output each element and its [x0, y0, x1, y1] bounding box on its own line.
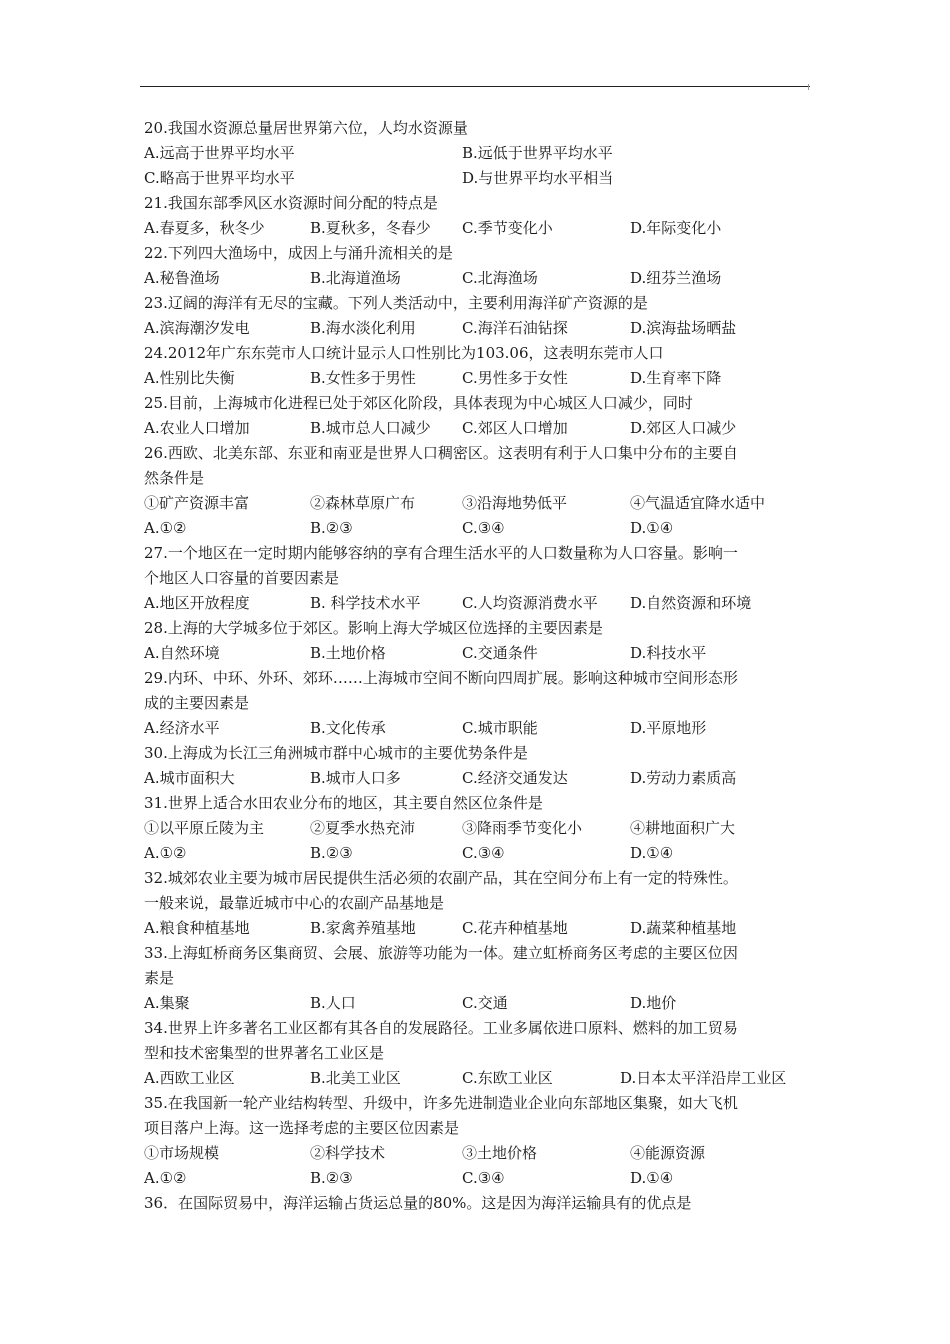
question-text-line: 30.上海成为长江三角洲城市群中心城市的主要优势条件是 [144, 744, 528, 762]
question-text-line: 29.内环、中环、外环、郊环……上海城市空间不断向四周扩展。影响这种城市空间形态形 [144, 669, 738, 687]
answer-option: B.城市人口多 [310, 769, 401, 787]
question-text-line: 26.西欧、北美东部、东亚和南亚是世界人口稠密区。这表明有利于人口集中分布的主要自 [144, 444, 738, 462]
answer-option: C.③④ [462, 519, 505, 537]
question-text-line: 型和技术密集型的世界著名工业区是 [144, 1044, 385, 1062]
answer-option: C.略高于世界平均水平 [144, 169, 295, 187]
answer-option: A.西欧工业区 [144, 1069, 235, 1087]
answer-option: C.交通条件 [462, 644, 538, 662]
answer-option: A.①② [144, 519, 187, 537]
answer-option: D.劳动力素质高 [630, 769, 737, 787]
question-text-line: 34.世界上许多著名工业区都有其各自的发展路径。工业多属依进口原料、燃料的加工贸易 [144, 1019, 738, 1037]
answer-option: C.人均资源消费水平 [462, 594, 598, 612]
answer-option: B.海水淡化利用 [310, 319, 416, 337]
answer-option: ④能源资源 [630, 1144, 706, 1162]
answer-option: D.平原地形 [630, 719, 707, 737]
question-text-line: 25.目前，上海城市化进程已处于郊区化阶段，具体表现为中心城区人口减少，同时 [144, 394, 693, 412]
answer-option: ④耕地面积广大 [630, 819, 736, 837]
answer-option: D.①④ [630, 519, 674, 537]
answer-option: D.年际变化小 [630, 219, 722, 237]
question-text-line: 27.一个地区在一定时期内能够容纳的享有合理生活水平的人口数量称为人口容量。影响一 [144, 544, 738, 562]
answer-option: A.自然环境 [144, 644, 220, 662]
answer-option: A.城市面积大 [144, 769, 235, 787]
answer-options-row [144, 166, 814, 191]
answer-option: A.远高于世界平均水平 [144, 144, 295, 162]
answer-option: B. 科学技术水平 [310, 594, 421, 612]
answer-option: B.远低于世界平均水平 [462, 144, 613, 162]
question-text-line: 21.我国东部季风区水资源时间分配的特点是 [144, 194, 438, 212]
answer-option: ②科学技术 [310, 1144, 386, 1162]
question-text-line: 28.上海的大学城多位于郊区。影响上海大学城区位选择的主要因素是 [144, 619, 603, 637]
answer-option: B.土地价格 [310, 644, 386, 662]
answer-option: D.蔬菜种植基地 [630, 919, 737, 937]
answer-option: A.经济水平 [144, 719, 220, 737]
answer-options-row [144, 916, 814, 941]
header-rule-end-mark [808, 84, 809, 90]
answer-option: ①市场规模 [144, 1144, 220, 1162]
answer-option: D.地价 [630, 994, 677, 1012]
header-rule [140, 86, 810, 87]
answer-option: B.②③ [310, 519, 353, 537]
answer-option: C.男性多于女性 [462, 369, 568, 387]
answer-option: A.春夏多，秋冬少 [144, 219, 265, 237]
question-text-line: 一般来说，最靠近城市中心的农副产品基地是 [144, 894, 445, 912]
answer-option: B.城市总人口减少 [310, 419, 431, 437]
answer-options-row [144, 516, 814, 541]
question-text-line: 素是 [144, 969, 175, 987]
answer-options-row [144, 841, 814, 866]
answer-options-row [144, 591, 814, 616]
answer-option: D.①④ [630, 844, 674, 862]
answer-option: B.北海道渔场 [310, 269, 401, 287]
answer-option: B.②③ [310, 844, 353, 862]
answer-option: A.地区开放程度 [144, 594, 250, 612]
answer-options-row [144, 416, 814, 441]
answer-options-row [144, 991, 814, 1016]
answer-options-row [144, 1166, 814, 1191]
answer-option: ③土地价格 [462, 1144, 538, 1162]
answer-options-row [144, 766, 814, 791]
answer-option: C.北海渔场 [462, 269, 538, 287]
answer-option: D.科技水平 [630, 644, 707, 662]
question-text-line: 20.我国水资源总量居世界第六位，人均水资源量 [144, 119, 468, 137]
answer-option: B.人口 [310, 994, 356, 1012]
question-text-line: 项目落户上海。这一选择考虑的主要区位因素是 [144, 1119, 460, 1137]
answer-option: C.花卉种植基地 [462, 919, 568, 937]
answer-option: C.季节变化小 [462, 219, 553, 237]
answer-option: ②森林草原广布 [310, 494, 416, 512]
answer-option: C.③④ [462, 1169, 505, 1187]
answer-option: ③降雨季节变化小 [462, 819, 583, 837]
answer-option: A.秘鲁渔场 [144, 269, 220, 287]
answer-option: C.城市职能 [462, 719, 538, 737]
question-text-line: 36．在国际贸易中，海洋运输占货运总量的80%。这是因为海洋运输具有的优点是 [144, 1194, 692, 1212]
question-text-line: 35.在我国新一轮产业结构转型、升级中，许多先进制造业企业向东部地区集聚，如大飞机 [144, 1094, 738, 1112]
answer-option: A.粮食种植基地 [144, 919, 250, 937]
question-text-line: 32.城郊农业主要为城市居民提供生活必须的农副产品，其在空间分布上有一定的特殊性。 [144, 869, 738, 887]
question-text-line: 33.上海虹桥商务区集商贸、会展、旅游等功能为一体。建立虹桥商务区考虑的主要区位因 [144, 944, 738, 962]
answer-option: C.东欧工业区 [462, 1069, 553, 1087]
question-text-line: 然条件是 [144, 469, 205, 487]
answer-options-row [144, 1141, 814, 1166]
answer-option: B.夏秋多，冬春少 [310, 219, 431, 237]
answer-option: D.自然资源和环境 [630, 594, 752, 612]
answer-option: A.①② [144, 844, 187, 862]
answer-option: A.滨海潮汐发电 [144, 319, 250, 337]
answer-option: D.纽芬兰渔场 [630, 269, 722, 287]
answer-option: C.海洋石油钻探 [462, 319, 568, 337]
answer-options-row [144, 266, 814, 291]
answer-option: D.郊区人口减少 [630, 419, 737, 437]
answer-option: A.集聚 [144, 994, 190, 1012]
question-text-line: 成的主要因素是 [144, 694, 250, 712]
answer-option: B.家禽养殖基地 [310, 919, 416, 937]
answer-options-row [144, 816, 814, 841]
answer-option: B.②③ [310, 1169, 353, 1187]
answer-option: D.与世界平均水平相当 [462, 169, 614, 187]
answer-option: ③沿海地势低平 [462, 494, 568, 512]
answer-options-row [144, 716, 814, 741]
answer-option: B.女性多于男性 [310, 369, 416, 387]
question-text-line: 22.下列四大渔场中，成因上与涌升流相关的是 [144, 244, 453, 262]
answer-option: D.生育率下降 [630, 369, 722, 387]
answer-option: A.①② [144, 1169, 187, 1187]
answer-option: B.文化传承 [310, 719, 386, 737]
answer-option: B.北美工业区 [310, 1069, 401, 1087]
answer-option: C.经济交通发达 [462, 769, 568, 787]
answer-option: ①以平原丘陵为主 [144, 819, 265, 837]
answer-option: C.③④ [462, 844, 505, 862]
exam-questions [144, 116, 814, 1216]
answer-options-row [144, 216, 814, 241]
answer-option: D.滨海盐场晒盐 [630, 319, 737, 337]
question-text-line: 24.2012年广东东莞市人口统计显示人口性别比为103.06，这表明东莞市人口 [144, 344, 664, 362]
answer-option: D.①④ [630, 1169, 674, 1187]
answer-option: A.农业人口增加 [144, 419, 250, 437]
answer-options-row [144, 641, 814, 666]
answer-options-row [144, 366, 814, 391]
answer-option: A.性别比失衡 [144, 369, 235, 387]
answer-options-row [144, 491, 814, 516]
answer-option: ②夏季水热充沛 [310, 819, 416, 837]
answer-option: ④气温适宜降水适中 [630, 494, 766, 512]
question-text-line: 个地区人口容量的首要因素是 [144, 569, 340, 587]
answer-option: C.郊区人口增加 [462, 419, 568, 437]
answer-option: ①矿产资源丰富 [144, 494, 250, 512]
answer-option: C.交通 [462, 994, 508, 1012]
answer-options-row [144, 316, 814, 341]
answer-options-row [144, 141, 814, 166]
answer-options-row [144, 1066, 814, 1091]
answer-option: D.日本太平洋沿岸工业区 [620, 1069, 787, 1087]
question-text-line: 31.世界上适合水田农业分布的地区，其主要自然区位条件是 [144, 794, 543, 812]
question-text-line: 23.辽阔的海洋有无尽的宝藏。下列人类活动中，主要利用海洋矿产资源的是 [144, 294, 648, 312]
